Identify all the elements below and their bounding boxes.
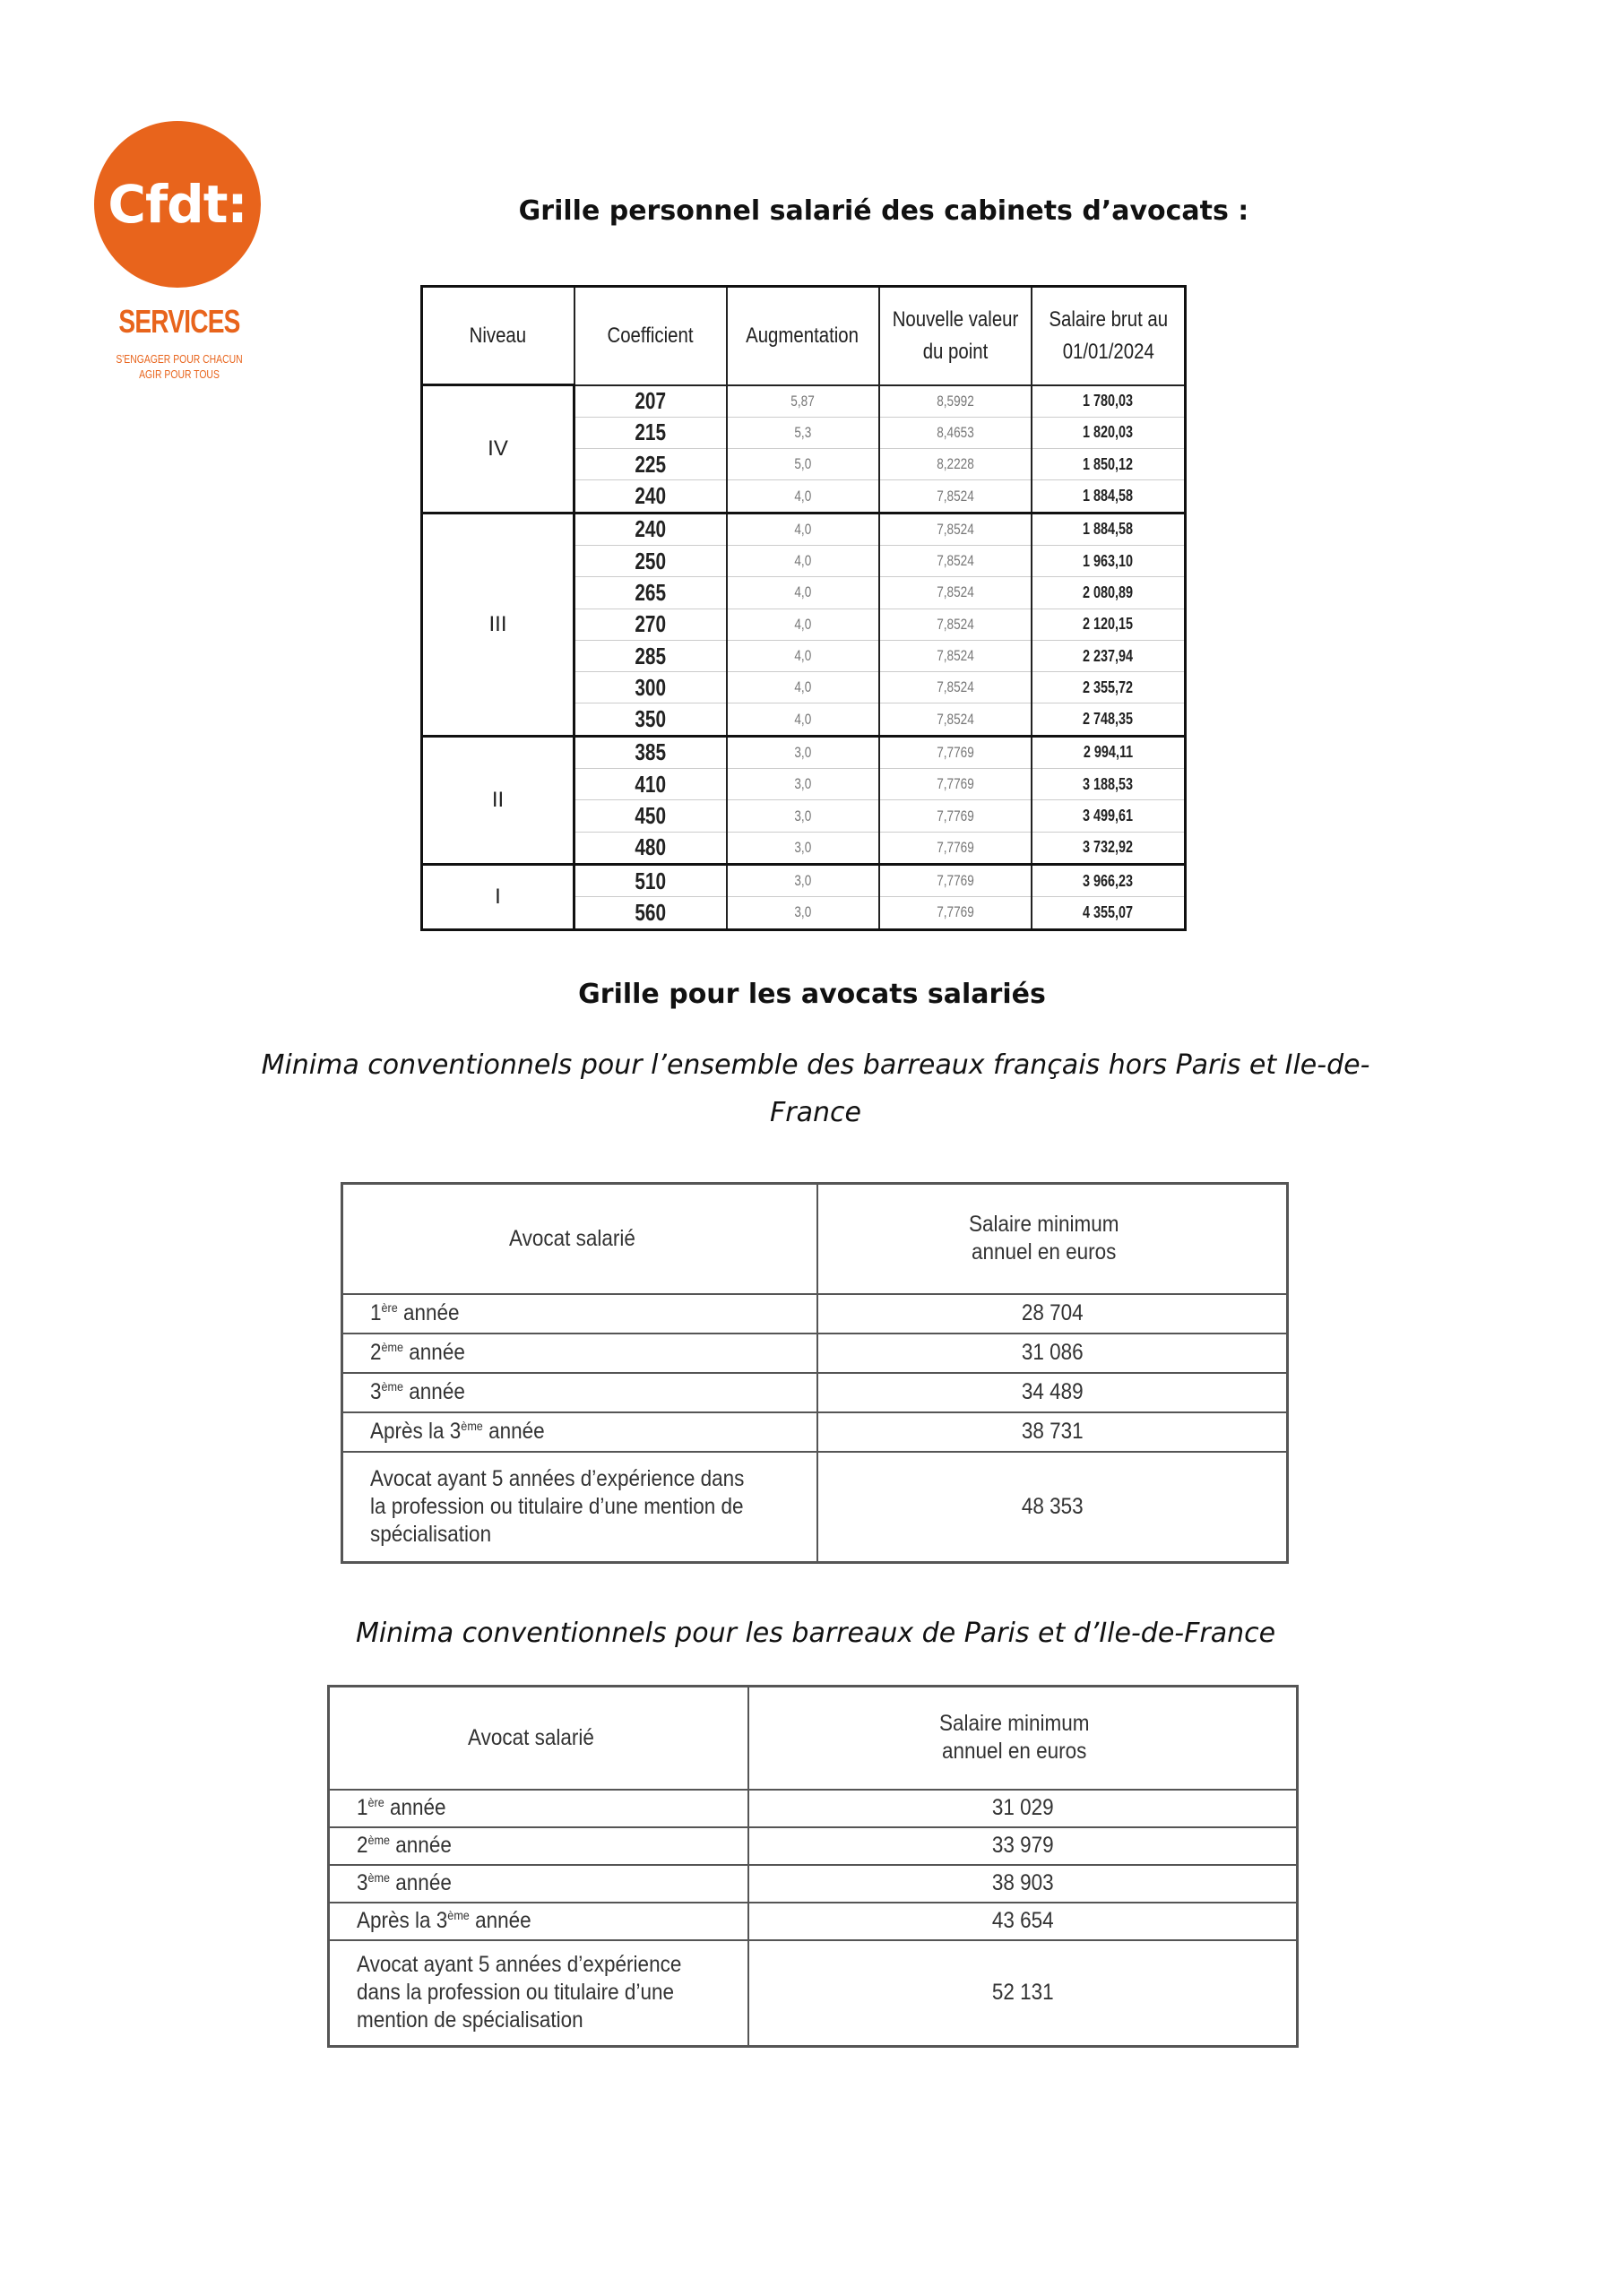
- table-row: [342, 1334, 1288, 1373]
- salaire-cell: 1 884,58: [1032, 480, 1186, 513]
- experience-label-cell: 2ème année: [342, 1334, 817, 1373]
- coefficient-cell: 480: [574, 832, 727, 864]
- valeur-point-cell: 7,8524: [879, 609, 1032, 640]
- salaire-cell: 2 237,94: [1032, 640, 1186, 671]
- salaire-cell: 3 732,92: [1032, 832, 1186, 864]
- salaire-cell: 4 355,07: [1032, 897, 1186, 929]
- subtitle-hors-paris: [224, 1041, 1407, 1136]
- salaire-cell: 2 120,15: [1032, 609, 1186, 640]
- augmentation-cell: 4,0: [727, 640, 879, 671]
- table-row: [329, 1940, 1298, 2047]
- table-row: [329, 1827, 1298, 1865]
- salaire-cell: 2 080,89: [1032, 577, 1186, 609]
- augmentation-cell: 4,0: [727, 672, 879, 703]
- salaire-cell: 2 355,72: [1032, 672, 1186, 703]
- valeur-point-cell: 7,8524: [879, 577, 1032, 609]
- table-row: [422, 736, 1186, 768]
- table-row: [342, 1294, 1288, 1334]
- niveau-cell: III: [422, 513, 574, 736]
- coefficient-cell: 510: [574, 864, 727, 896]
- subtitle-hors-paris-line1: Minima conventionnels pour l’ensemble des barreaux français hors Paris et Ile-de-: [261, 1049, 1370, 1081]
- augmentation-cell: 3,0: [727, 832, 879, 864]
- experience-label-cell: Après la 3ème année: [342, 1412, 817, 1452]
- valeur-point-cell: 7,7769: [879, 769, 1032, 800]
- augmentation-cell: 3,0: [727, 769, 879, 800]
- salaire-cell: 2 748,35: [1032, 703, 1186, 736]
- niveau-cell: IV: [422, 385, 574, 514]
- col-header-augmentation: Augmentation: [727, 287, 879, 385]
- salaire-cell: 1 820,03: [1032, 417, 1186, 448]
- col-header-niveau: Niveau: [422, 287, 574, 385]
- subtitle-paris: Minima conventionnels pour les barreaux de Paris et d’Ile-de-France: [355, 1618, 1276, 1649]
- table-row: [329, 1790, 1298, 1827]
- col-header-avocat: Avocat salarié: [342, 1184, 817, 1294]
- logo-tagline-line2: AGIR POUR TOUS: [139, 367, 220, 381]
- valeur-point-cell: 8,2228: [879, 449, 1032, 480]
- augmentation-cell: 5,3: [727, 417, 879, 448]
- valeur-point-cell: 7,8524: [879, 513, 1032, 545]
- valeur-point-cell: 7,8524: [879, 703, 1032, 736]
- salary-value-cell: 34 489: [817, 1373, 1288, 1412]
- coefficient-cell: 450: [574, 800, 727, 832]
- table-row: [342, 1452, 1288, 1563]
- table-header-row: [342, 1184, 1288, 1294]
- table-row: [329, 1865, 1298, 1903]
- salaire-cell: 3 499,61: [1032, 800, 1186, 832]
- coefficient-cell: 207: [574, 385, 727, 418]
- augmentation-cell: 5,0: [727, 449, 879, 480]
- augmentation-cell: 3,0: [727, 800, 879, 832]
- salaire-cell: 3 188,53: [1032, 769, 1186, 800]
- salary-value-cell: 38 903: [748, 1865, 1298, 1903]
- augmentation-cell: 3,0: [727, 864, 879, 896]
- salaire-cell: 3 966,23: [1032, 864, 1186, 896]
- logo-tagline-line1: S'ENGAGER POUR CHACUN: [116, 352, 243, 366]
- augmentation-cell: 5,87: [727, 385, 879, 418]
- coefficient-cell: 560: [574, 897, 727, 929]
- salaire-cell: 1 963,10: [1032, 545, 1186, 576]
- col-header-salaire-minimum: Salaire minimum annuel en euros: [748, 1687, 1298, 1790]
- salary-value-cell: 48 353: [817, 1452, 1288, 1563]
- coefficient-cell: 225: [574, 449, 727, 480]
- valeur-point-cell: 8,5992: [879, 385, 1032, 418]
- experience-label-cell: 3ème année: [329, 1865, 748, 1903]
- table-row: [422, 513, 1186, 545]
- augmentation-cell: 4,0: [727, 513, 879, 545]
- coefficient-cell: 240: [574, 513, 727, 545]
- coefficient-cell: 240: [574, 480, 727, 513]
- augmentation-cell: 4,0: [727, 577, 879, 609]
- salary-value-cell: 52 131: [748, 1940, 1298, 2047]
- salary-value-cell: 28 704: [817, 1294, 1288, 1334]
- table-row: [329, 1903, 1298, 1940]
- augmentation-cell: 4,0: [727, 703, 879, 736]
- valeur-point-cell: 7,7769: [879, 736, 1032, 768]
- section1-title: Grille personnel salarié des cabinets d’avocats :: [518, 195, 1249, 227]
- augmentation-cell: 3,0: [727, 736, 879, 768]
- experience-label-cell: 3ème année: [342, 1373, 817, 1412]
- experience-label-cell: Avocat ayant 5 années d’expérience dans la profession ou titulaire d’une mention de spécialisation: [342, 1452, 817, 1563]
- col-header-valeur-point: Nouvelle valeur du point: [879, 287, 1032, 385]
- col-header-avocat: Avocat salarié: [329, 1687, 748, 1790]
- valeur-point-cell: 7,8524: [879, 480, 1032, 513]
- col-header-salaire: Salaire brut au 01/01/2024: [1032, 287, 1186, 385]
- subtitle-hors-paris-line2: France: [770, 1097, 861, 1128]
- valeur-point-cell: 7,8524: [879, 672, 1032, 703]
- coefficient-cell: 265: [574, 577, 727, 609]
- augmentation-cell: 3,0: [727, 897, 879, 929]
- coefficient-cell: 285: [574, 640, 727, 671]
- table-row: [342, 1412, 1288, 1452]
- table-row: [422, 864, 1186, 896]
- salary-value-cell: 31 029: [748, 1790, 1298, 1827]
- valeur-point-cell: 7,7769: [879, 897, 1032, 929]
- avocats-paris-table: [327, 1685, 1299, 2048]
- valeur-point-cell: 7,8524: [879, 545, 1032, 576]
- salaire-cell: 1 850,12: [1032, 449, 1186, 480]
- salary-value-cell: 31 086: [817, 1334, 1288, 1373]
- logo-division-text: SERVICES: [118, 303, 240, 340]
- salary-value-cell: 38 731: [817, 1412, 1288, 1452]
- coefficient-cell: 385: [574, 736, 727, 768]
- augmentation-cell: 4,0: [727, 545, 879, 576]
- experience-label-cell: Après la 3ème année: [329, 1903, 748, 1940]
- avocats-hors-paris-table: [341, 1182, 1289, 1564]
- valeur-point-cell: 7,7769: [879, 800, 1032, 832]
- valeur-point-cell: 7,8524: [879, 640, 1032, 671]
- coefficient-cell: 410: [574, 769, 727, 800]
- valeur-point-cell: 7,7769: [879, 832, 1032, 864]
- niveau-cell: II: [422, 736, 574, 864]
- coefficient-cell: 215: [574, 417, 727, 448]
- salary-value-cell: 33 979: [748, 1827, 1298, 1865]
- table-row: [422, 385, 1186, 418]
- coefficient-cell: 300: [574, 672, 727, 703]
- coefficient-cell: 270: [574, 609, 727, 640]
- coefficient-cell: 250: [574, 545, 727, 576]
- col-header-coefficient: Coefficient: [574, 287, 727, 385]
- valeur-point-cell: 7,7769: [879, 864, 1032, 896]
- salaire-cell: 1 780,03: [1032, 385, 1186, 418]
- experience-label-cell: 2ème année: [329, 1827, 748, 1865]
- salaire-cell: 2 994,11: [1032, 736, 1186, 768]
- experience-label-cell: 1ère année: [342, 1294, 817, 1334]
- logo-brand-text: Cfdt:: [108, 174, 247, 235]
- augmentation-cell: 4,0: [727, 609, 879, 640]
- experience-label-cell: Avocat ayant 5 années d’expérience dans la profession ou titulaire d’une mention de spécialisation: [329, 1940, 748, 2047]
- valeur-point-cell: 8,4653: [879, 417, 1032, 448]
- table-header-row: [422, 287, 1186, 385]
- salary-value-cell: 43 654: [748, 1903, 1298, 1940]
- table-header-row: [329, 1687, 1298, 1790]
- experience-label-cell: 1ère année: [329, 1790, 748, 1827]
- salary-grid-table: [420, 285, 1187, 931]
- niveau-cell: I: [422, 864, 574, 929]
- coefficient-cell: 350: [574, 703, 727, 736]
- section2-title: Grille pour les avocats salariés: [578, 979, 1046, 1010]
- augmentation-cell: 4,0: [727, 480, 879, 513]
- salaire-cell: 1 884,58: [1032, 513, 1186, 545]
- table-row: [342, 1373, 1288, 1412]
- col-header-salaire-minimum: Salaire minimum annuel en euros: [817, 1184, 1288, 1294]
